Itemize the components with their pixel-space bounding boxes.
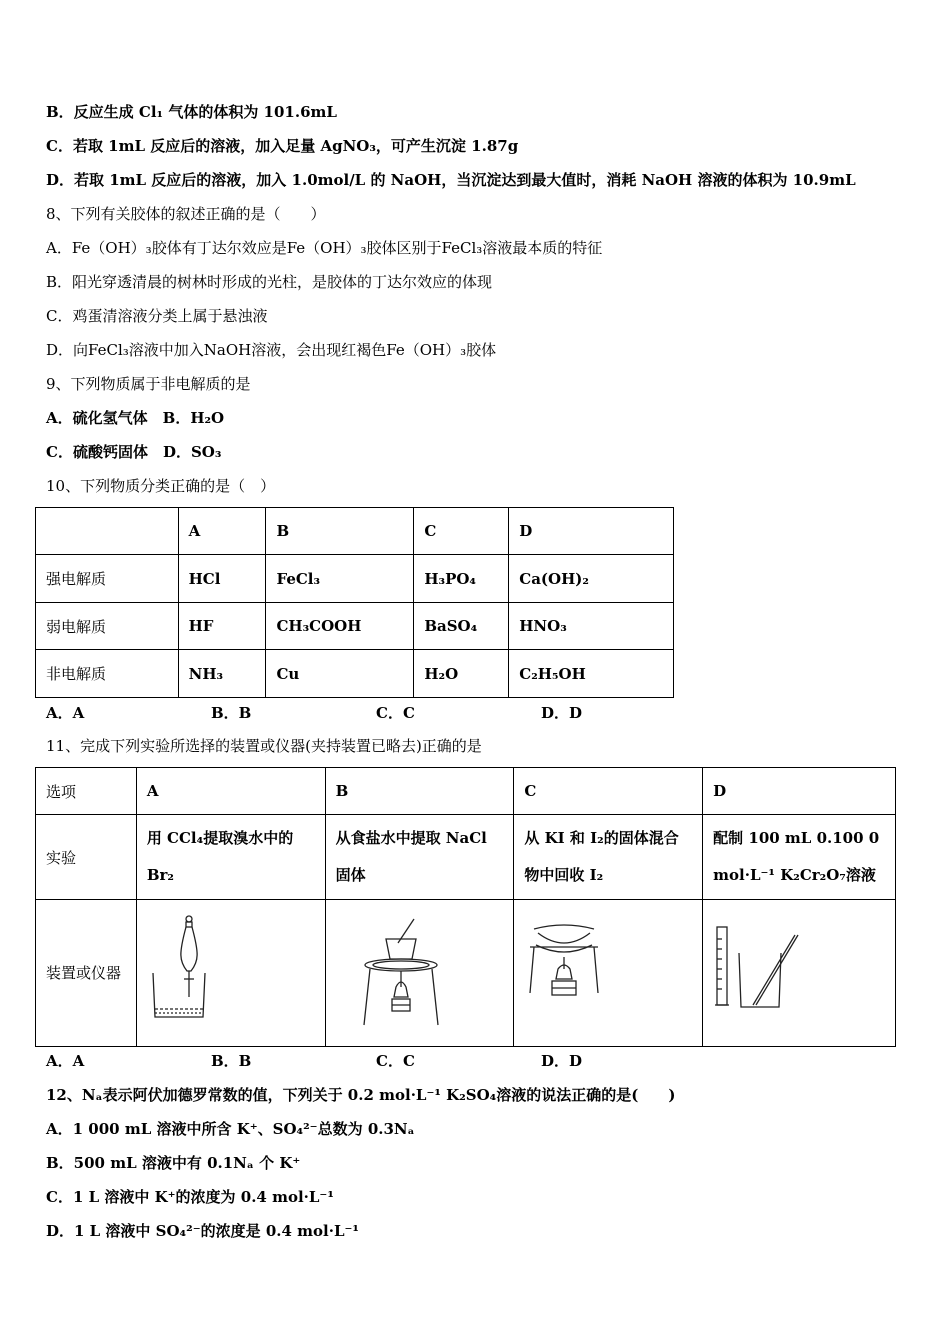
- q9-options-cd: C．硫酸钙固体 D．SO₃: [46, 443, 222, 461]
- q10-choice-c: C．C: [376, 704, 415, 722]
- q11-header-cell: 选项: [36, 768, 137, 815]
- q11-experiment-c: 从 KI 和 I₂的固体混合物中回收 I₂: [514, 815, 703, 900]
- table-row: [36, 815, 896, 900]
- q10-cell: Cu: [266, 650, 414, 698]
- q10-row-label: 弱电解质: [36, 603, 179, 650]
- q10-cell: HNO₃: [509, 603, 674, 650]
- q11-table: [35, 767, 896, 1047]
- q8-option-b: B．阳光穿透清晨的树林时形成的光柱，是胶体的丁达尔效应的体现: [46, 273, 493, 291]
- q10-header-cell: C: [414, 508, 509, 555]
- q10-cell: HF: [178, 603, 266, 650]
- q10-cell: BaSO₄: [414, 603, 509, 650]
- q10-table: [35, 507, 674, 698]
- q7-option-b: B．反应生成 Cl₁ 气体的体积为 101.6mL: [46, 103, 337, 121]
- table-row: [36, 603, 674, 650]
- q11-experiment-b: 从食盐水中提取 NaCl 固体: [325, 815, 514, 900]
- table-row: [36, 650, 674, 698]
- q11-choice-b: B．B: [211, 1052, 252, 1070]
- q8-option-c: C．鸡蛋清溶液分类上属于悬浊液: [46, 307, 268, 325]
- q10-cell: CH₃COOH: [266, 603, 414, 650]
- q12-option-c: C．1 L 溶液中 K⁺的浓度为 0.4 mol·L⁻¹: [46, 1188, 334, 1206]
- q11-apparatus-b: [325, 900, 514, 1047]
- q8-stem: 8、下列有关胶体的叙述正确的是（ ）: [46, 205, 326, 223]
- q10-header-cell: D: [509, 508, 674, 555]
- q8-option-a: A．Fe（OH）₃胶体有丁达尔效应是Fe（OH）₃胶体区别于FeCl₃溶液最本质的特征: [46, 239, 603, 257]
- q10-row-label: 强电解质: [36, 555, 179, 603]
- q10-cell: C₂H₅OH: [509, 650, 674, 698]
- q10-row-label: 非电解质: [36, 650, 179, 698]
- q9-options-ab: A．硫化氢气体 B．H₂O: [46, 409, 225, 427]
- evaporating-dish-icon: [358, 913, 448, 1033]
- q10-cell: HCl: [178, 555, 266, 603]
- q11-header-cell: A: [136, 768, 325, 815]
- q11-apparatus-c: [514, 900, 703, 1047]
- q11-choice-a: A．A: [46, 1052, 85, 1070]
- q10-cell: FeCl₃: [266, 555, 414, 603]
- q10-cell: H₃PO₄: [414, 555, 509, 603]
- q10-header-cell: B: [266, 508, 414, 555]
- q11-stem: 11、完成下列实验所选择的装置或仪器(夹持装置已略去)正确的是: [46, 737, 482, 755]
- q11-row-label: 装置或仪器: [36, 900, 137, 1047]
- table-row: [36, 508, 674, 555]
- q11-row-label: 实验: [36, 815, 137, 900]
- q12-option-a: A．1 000 mL 溶液中所含 K⁺、SO₄²⁻总数为 0.3Nₐ: [46, 1120, 415, 1138]
- q11-experiment-a: 用 CCl₄提取溴水中的 Br₂: [136, 815, 325, 900]
- q10-choices: [46, 702, 582, 723]
- q11-apparatus-d: [703, 900, 896, 1047]
- q12-stem: 12、Nₐ表示阿伏加德罗常数的值，下列关于 0.2 mol·L⁻¹ K₂SO₄溶液的说法正确的是( ): [46, 1086, 676, 1104]
- q9-stem: 9、下列物质属于非电解质的是: [46, 375, 251, 393]
- table-row: [36, 768, 896, 815]
- table-row: [36, 555, 674, 603]
- graduated-cylinder-icon: [713, 923, 803, 1023]
- q10-header-cell: A: [178, 508, 266, 555]
- sublimation-setup-icon: [524, 923, 604, 1023]
- q11-choice-c: C．C: [376, 1052, 415, 1070]
- q11-header-cell: D: [703, 768, 896, 815]
- q11-header-cell: C: [514, 768, 703, 815]
- q10-choice-a: A．A: [46, 704, 85, 722]
- q11-choice-d: D．D: [541, 1052, 583, 1070]
- q11-choices: [46, 1050, 582, 1071]
- q8-option-d: D．向FeCl₃溶液中加入NaOH溶液，会出现红褐色Fe（OH）₃胶体: [46, 341, 497, 359]
- q11-header-cell: B: [325, 768, 514, 815]
- q12-option-b: B．500 mL 溶液中有 0.1Nₐ 个 K⁺: [46, 1154, 301, 1172]
- q7-option-c: C．若取 1mL 反应后的溶液，加入足量 AgNO₃，可产生沉淀 1.87g: [46, 137, 519, 155]
- q12-option-d: D．1 L 溶液中 SO₄²⁻的浓度是 0.4 mol·L⁻¹: [46, 1222, 359, 1240]
- q10-cell: Ca(OH)₂: [509, 555, 674, 603]
- q10-header-cell: [36, 508, 179, 555]
- q10-choice-b: B．B: [211, 704, 252, 722]
- separatory-funnel-icon: [147, 913, 217, 1033]
- q7-option-d: D．若取 1mL 反应后的溶液，加入 1.0mol/L 的 NaOH，当沉淀达到最大值时，消耗 NaOH 溶液的体积为 10.9mL: [46, 171, 856, 189]
- q11-experiment-d: 配制 100 mL 0.100 0 mol·L⁻¹ K₂Cr₂O₇溶液: [703, 815, 896, 900]
- q10-cell: NH₃: [178, 650, 266, 698]
- q10-stem: 10、下列物质分类正确的是（ ）: [46, 477, 276, 495]
- q11-apparatus-a: [136, 900, 325, 1047]
- table-row: [36, 900, 896, 1047]
- q10-cell: H₂O: [414, 650, 509, 698]
- q10-choice-d: D．D: [541, 704, 583, 722]
